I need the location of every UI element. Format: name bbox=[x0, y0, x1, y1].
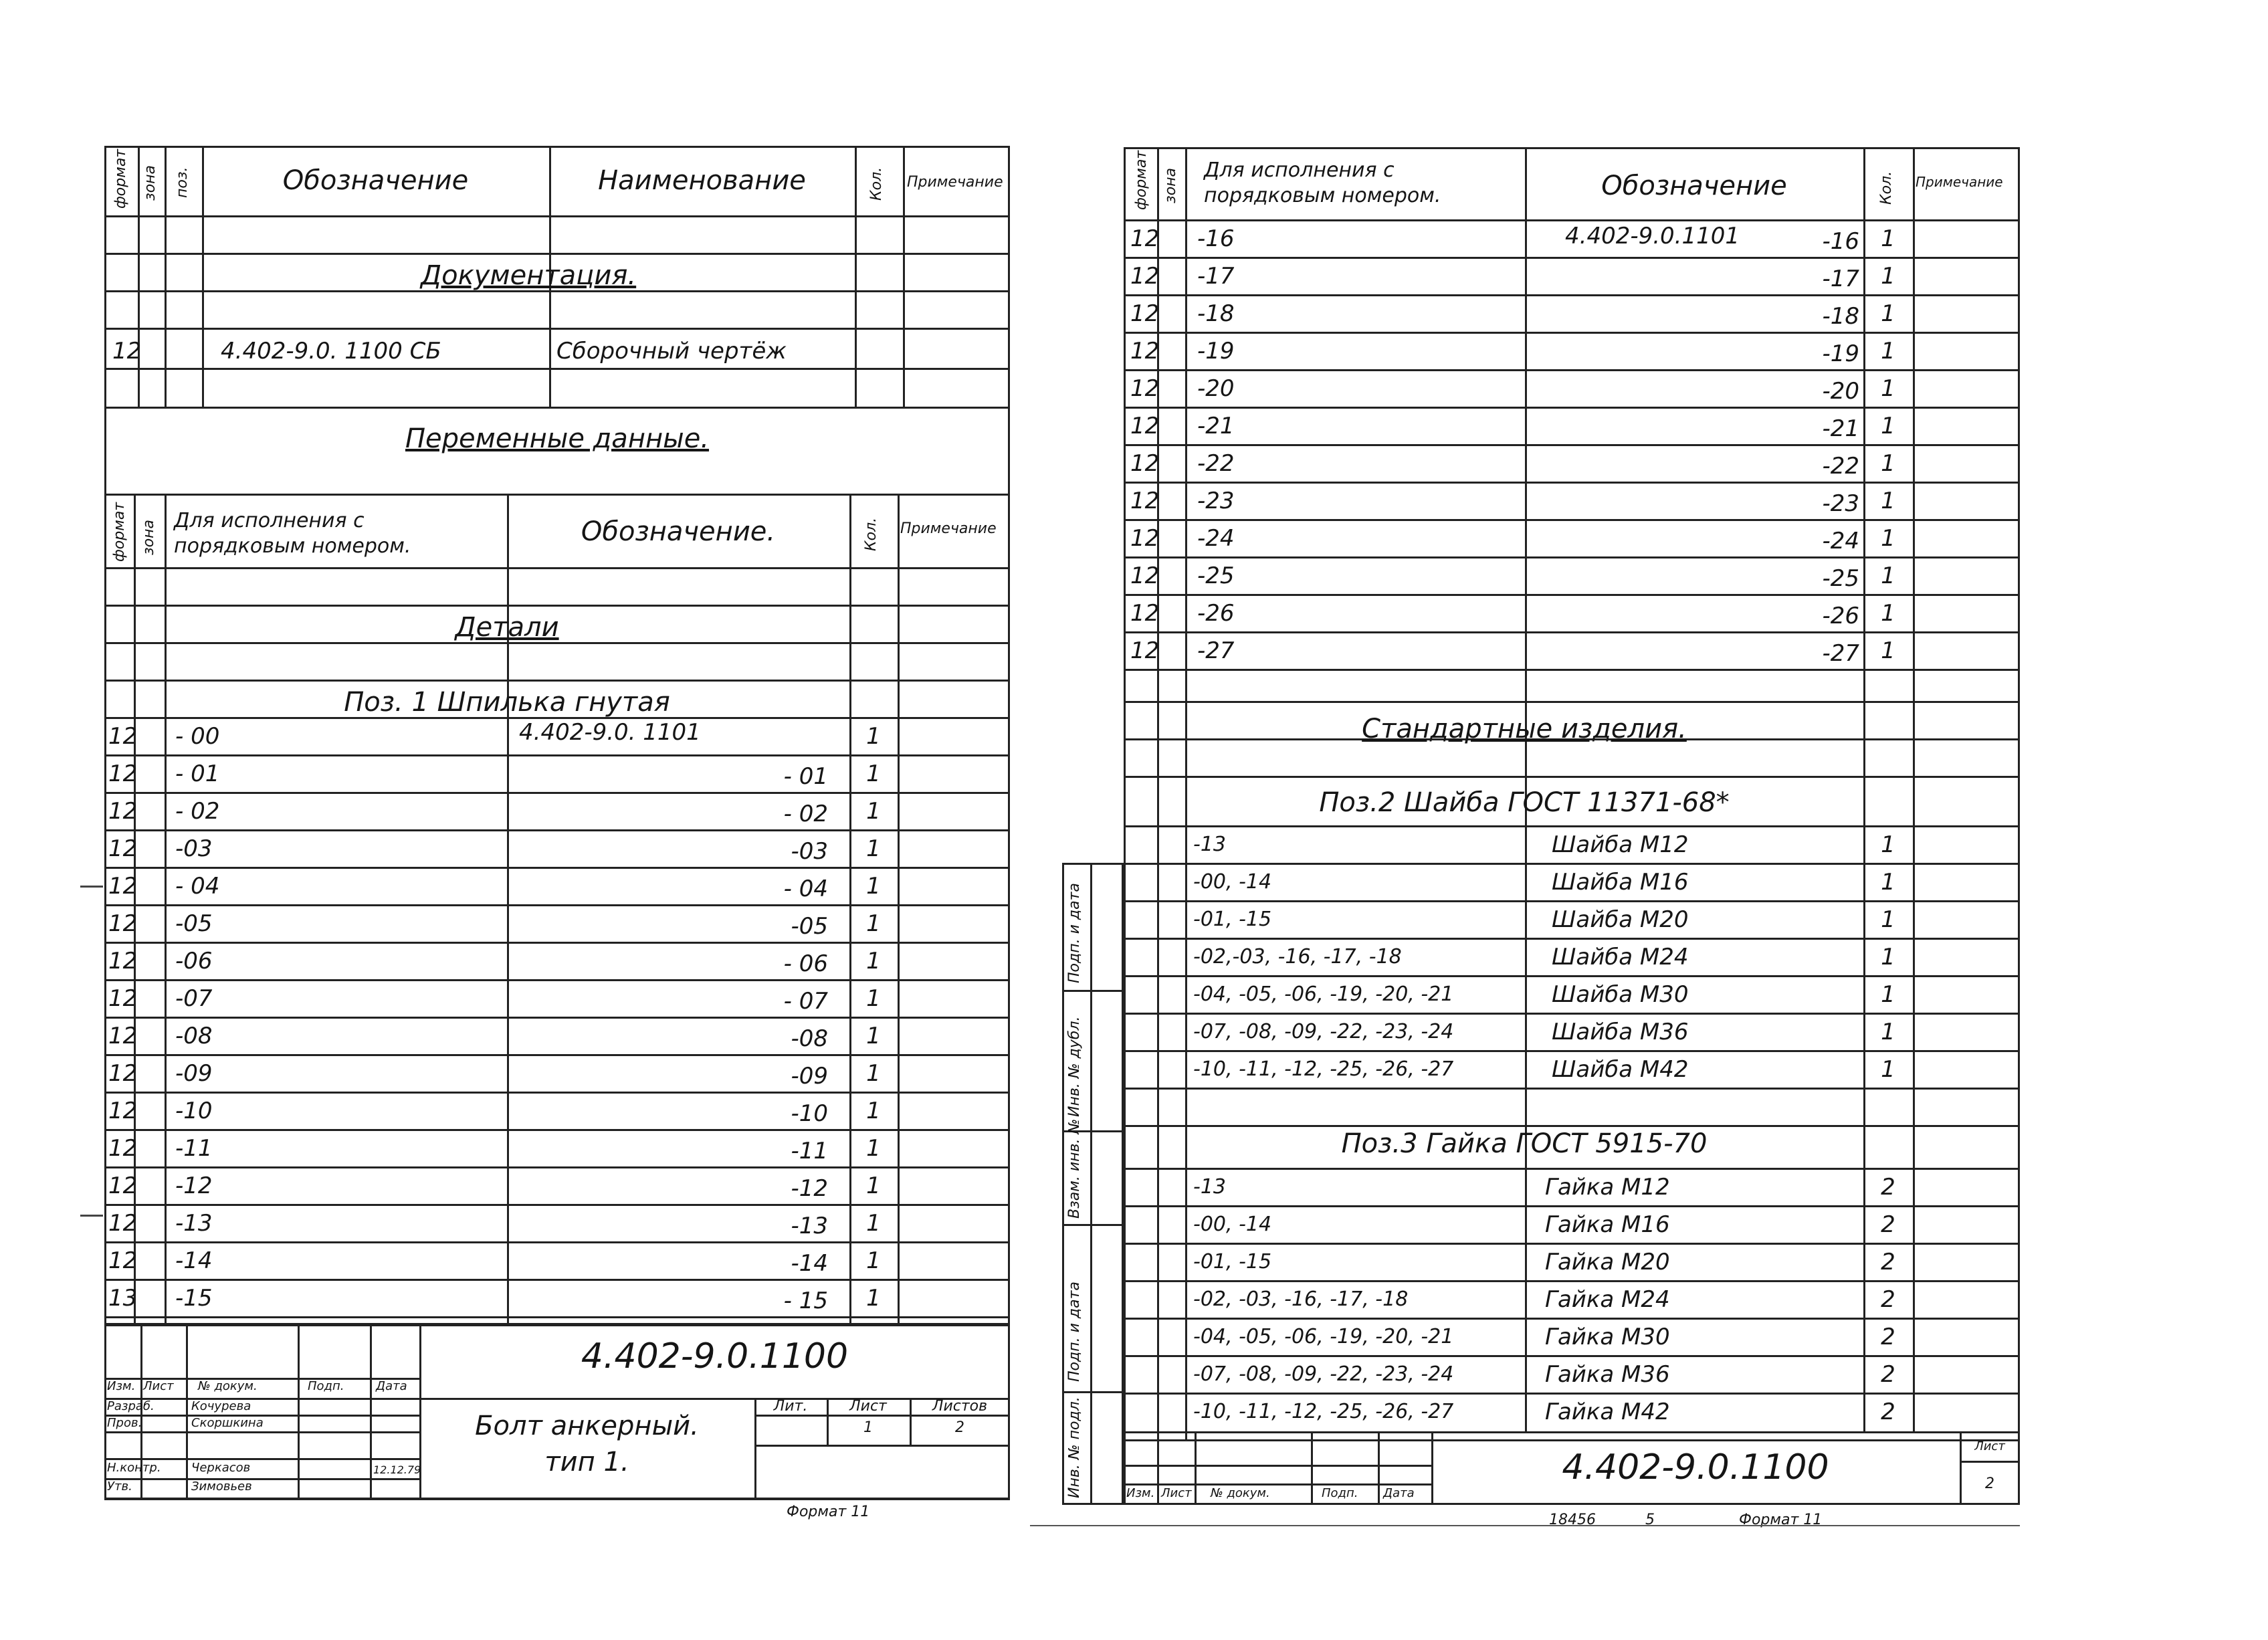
table-row-rule bbox=[1124, 1050, 2020, 1052]
table-row-rule bbox=[1124, 938, 2020, 940]
row-variant: -16 bbox=[1197, 225, 1235, 252]
nut-designation: Гайка М20 bbox=[1545, 1249, 1670, 1275]
tb-prov-name: Скоршкина bbox=[191, 1416, 264, 1430]
tb-product-type: тип 1. bbox=[544, 1447, 629, 1477]
washer-variants: -10, -11, -12, -25, -26, -27 bbox=[1193, 1057, 1454, 1081]
row-designation: -12 bbox=[791, 1175, 828, 1202]
scan-mark bbox=[80, 886, 103, 888]
row-qty: 1 bbox=[866, 1285, 881, 1312]
table-row-rule bbox=[1124, 519, 2020, 521]
washer-qty: 1 bbox=[1881, 1019, 1895, 1045]
row-designation: - 02 bbox=[783, 801, 828, 827]
tb-razrab-name: Кочурева bbox=[191, 1399, 251, 1413]
r-tb-col-list: Лист bbox=[1161, 1486, 1192, 1500]
table-row-rule bbox=[104, 1092, 1010, 1094]
table-row-rule bbox=[104, 904, 1010, 906]
row-format: 13 bbox=[108, 1285, 138, 1312]
row-variant: -17 bbox=[1197, 263, 1235, 290]
col-qty-label: Кол. bbox=[868, 167, 885, 201]
r-tb-col-data: Дата bbox=[1383, 1486, 1415, 1500]
table-row-rule bbox=[1124, 482, 2020, 484]
table-row-rule bbox=[104, 1166, 1010, 1168]
row-qty: 1 bbox=[866, 1023, 881, 1049]
r-col-variant-label: Для исполнения с порядковым номером. bbox=[1204, 159, 1441, 207]
left-doc-number: 4.402-9.0.1100 bbox=[581, 1336, 849, 1376]
row-qty: 1 bbox=[866, 760, 881, 787]
washer-qty: 1 bbox=[1881, 981, 1895, 1008]
r-tb-sheet-label: Лист bbox=[1974, 1439, 2005, 1453]
table-row-rule bbox=[1124, 1355, 2020, 1357]
col2-note-label: Примечание bbox=[900, 520, 997, 537]
row-qty: 1 bbox=[1881, 300, 1895, 327]
row-variant: -26 bbox=[1197, 600, 1235, 627]
row-qty: 1 bbox=[1881, 338, 1895, 365]
row-qty: 1 bbox=[1881, 600, 1895, 627]
row-variant: - 00 bbox=[175, 723, 220, 750]
table-row-rule bbox=[104, 867, 1010, 869]
tb-product-name: Болт анкерный. bbox=[475, 1411, 699, 1441]
washer-variants: -02,-03, -16, -17, -18 bbox=[1193, 945, 1402, 968]
row-variant: -13 bbox=[175, 1210, 213, 1237]
row-format: 12 bbox=[108, 1210, 138, 1237]
row-qty: 1 bbox=[866, 985, 881, 1012]
washer-designation: Шайба М20 bbox=[1552, 906, 1689, 933]
row-qty: 1 bbox=[866, 873, 881, 900]
table-row-rule bbox=[104, 792, 1010, 794]
table-row-rule bbox=[104, 1279, 1010, 1281]
tb-utv-name: Зимовьев bbox=[191, 1479, 252, 1494]
section-variables: Переменные данные. bbox=[405, 423, 710, 454]
nut-variants: -10, -11, -12, -25, -26, -27 bbox=[1193, 1400, 1454, 1423]
row-format: 12 bbox=[108, 723, 138, 750]
row-qty: 1 bbox=[866, 948, 881, 975]
row-format: 12 bbox=[1130, 525, 1160, 552]
col2-variant-label: Для исполнения с порядковым номером. bbox=[174, 509, 411, 558]
col-name-label: Наименование bbox=[598, 165, 806, 196]
washer-qty: 1 bbox=[1881, 906, 1895, 933]
section-documentation: Документация. bbox=[420, 260, 637, 291]
row-qty: 1 bbox=[1881, 263, 1895, 290]
row-variant: -25 bbox=[1197, 562, 1235, 589]
row-variant: -12 bbox=[175, 1172, 213, 1199]
table-row-rule bbox=[1124, 1318, 2020, 1320]
table-row-rule bbox=[1124, 1125, 2020, 1127]
nut-variants: -02, -03, -16, -17, -18 bbox=[1193, 1288, 1409, 1311]
tb-prov-label: Пров. bbox=[107, 1416, 142, 1430]
washer-variants: -04, -05, -06, -19, -20, -21 bbox=[1193, 983, 1454, 1006]
washer-variants: -01, -15 bbox=[1193, 908, 1272, 931]
tb-sheets-label: Листов bbox=[932, 1398, 988, 1415]
row-format: 12 bbox=[1130, 375, 1160, 402]
section-standard: Стандартные изделия. bbox=[1362, 714, 1687, 744]
row-suffix: -25 bbox=[1822, 565, 1859, 592]
row-variant: -03 bbox=[175, 835, 213, 862]
r-tb-sheet-value: 2 bbox=[1985, 1475, 1994, 1492]
tb-sheets-value: 2 bbox=[955, 1419, 964, 1436]
row-format: 12 bbox=[1130, 450, 1160, 477]
table-row-rule bbox=[1124, 1205, 2020, 1207]
nut-qty: 2 bbox=[1881, 1399, 1895, 1425]
row-designation: - 07 bbox=[783, 988, 828, 1015]
row-variant: -27 bbox=[1197, 637, 1235, 664]
row-qty: 1 bbox=[866, 1247, 881, 1274]
table-row-rule bbox=[1124, 631, 2020, 633]
tb-col-data: Дата bbox=[376, 1379, 407, 1393]
row-variant: -06 bbox=[175, 948, 213, 975]
doc-row-designation: 4.402-9.0. 1100 СБ bbox=[221, 338, 441, 365]
row-variant: -08 bbox=[175, 1023, 213, 1049]
row-format: 12 bbox=[1130, 263, 1160, 290]
row-suffix: -20 bbox=[1822, 378, 1859, 405]
row-variant: -10 bbox=[175, 1098, 213, 1124]
row-format: 12 bbox=[1130, 225, 1160, 252]
nut-qty: 2 bbox=[1881, 1324, 1895, 1350]
table-row-rule bbox=[104, 1241, 1010, 1243]
row-variant: -18 bbox=[1197, 300, 1235, 327]
section-details: Детали bbox=[455, 612, 559, 643]
row-designation: - 01 bbox=[783, 763, 828, 790]
row-variant: -24 bbox=[1197, 525, 1235, 552]
row-qty: 1 bbox=[1881, 488, 1895, 514]
right-footer-page: 5 bbox=[1645, 1512, 1655, 1528]
r-col-designation-label: Обозначение bbox=[1601, 171, 1787, 201]
row-qty: 1 bbox=[866, 910, 881, 937]
table-row-rule bbox=[1124, 1013, 2020, 1015]
r-col-qty-label: Кол. bbox=[1878, 171, 1895, 205]
row-format: 12 bbox=[108, 1023, 138, 1049]
scan-mark bbox=[1030, 1525, 2020, 1526]
row-qty: 1 bbox=[866, 1135, 881, 1162]
row-format: 12 bbox=[1130, 562, 1160, 589]
nut-qty: 2 bbox=[1881, 1361, 1895, 1388]
row-suffix: -16 bbox=[1822, 228, 1859, 255]
row-qty: 1 bbox=[866, 1172, 881, 1199]
right-doc-number: 4.402-9.0.1100 bbox=[1562, 1447, 1829, 1488]
table-row-rule bbox=[1124, 701, 2020, 703]
row-format: 12 bbox=[108, 798, 138, 825]
row-suffix: -22 bbox=[1822, 453, 1859, 480]
tb-col-list: Лист bbox=[143, 1379, 174, 1393]
row-format: 12 bbox=[1130, 338, 1160, 365]
col2-format-label: формат bbox=[111, 502, 128, 562]
row-format: 12 bbox=[1130, 488, 1160, 514]
left-footer-format: Формат 11 bbox=[787, 1504, 870, 1520]
row-format: 12 bbox=[1130, 637, 1160, 664]
row-qty: 1 bbox=[1881, 375, 1895, 402]
row-variant: -07 bbox=[175, 985, 213, 1012]
table-row-rule bbox=[104, 942, 1010, 944]
col-designation-label: Обозначение bbox=[282, 165, 469, 196]
row-qty: 1 bbox=[866, 798, 881, 825]
row-designation: -11 bbox=[791, 1138, 828, 1164]
nut-designation: Гайка М24 bbox=[1545, 1286, 1670, 1313]
table-row-rule bbox=[104, 1316, 1010, 1318]
stamp-podp-data-1: Подп. и дата bbox=[1066, 883, 1083, 983]
r-tb-col-podp: Подп. bbox=[1322, 1486, 1358, 1500]
row-qty: 1 bbox=[866, 1098, 881, 1124]
row-format: 12 bbox=[108, 910, 138, 937]
pos1-title: Поз. 1 Шпилька гнутая bbox=[344, 687, 670, 718]
row-format: 12 bbox=[1130, 300, 1160, 327]
row-qty: 1 bbox=[1881, 450, 1895, 477]
table-row-rule bbox=[1124, 900, 2020, 902]
nut-designation: Гайка М16 bbox=[1545, 1211, 1670, 1238]
row-format: 12 bbox=[108, 1135, 138, 1162]
pos3-title: Поз.3 Гайка ГОСТ 5915-70 bbox=[1341, 1128, 1708, 1159]
r-col-zone-label: зона bbox=[1162, 167, 1179, 203]
row-suffix: -24 bbox=[1822, 528, 1859, 554]
row-designation: -03 bbox=[791, 838, 828, 865]
table-row-rule bbox=[1124, 1393, 2020, 1395]
row-format: 12 bbox=[108, 873, 138, 900]
table-row-rule bbox=[1124, 294, 2020, 296]
table-row-rule bbox=[104, 1017, 1010, 1019]
row-variant: -11 bbox=[175, 1135, 213, 1162]
row-variant: -22 bbox=[1197, 450, 1235, 477]
washer-variants: -07, -08, -09, -22, -23, -24 bbox=[1193, 1020, 1454, 1043]
table-row-rule bbox=[1124, 1088, 2020, 1090]
nut-qty: 2 bbox=[1881, 1211, 1895, 1238]
washer-designation: Шайба М42 bbox=[1552, 1056, 1689, 1083]
row-qty: 1 bbox=[866, 835, 881, 862]
row-format: 12 bbox=[108, 1247, 138, 1274]
nut-variants: -00, -14 bbox=[1193, 1213, 1272, 1236]
nut-designation: Гайка М36 bbox=[1545, 1361, 1670, 1388]
row-designation: -09 bbox=[791, 1063, 828, 1090]
row-designation: - 04 bbox=[783, 876, 828, 902]
row-qty: 1 bbox=[1881, 525, 1895, 552]
stamp-inv-podl: Инв. № подл. bbox=[1066, 1397, 1083, 1498]
washer-qty: 1 bbox=[1881, 944, 1895, 970]
row-qty: 1 bbox=[866, 723, 881, 750]
nut-variants: -04, -05, -06, -19, -20, -21 bbox=[1193, 1325, 1454, 1348]
doc-row-name: Сборочный чертёж bbox=[556, 338, 787, 365]
right-footer-format: Формат 11 bbox=[1739, 1512, 1823, 1528]
row-variant: -23 bbox=[1197, 488, 1235, 514]
table-row-rule bbox=[1124, 975, 2020, 977]
washer-designation: Шайба М36 bbox=[1552, 1019, 1689, 1045]
row-format: 12 bbox=[108, 835, 138, 862]
table-row-rule bbox=[104, 979, 1010, 981]
row-designation: - 15 bbox=[783, 1288, 828, 1314]
tb-sheet-value: 1 bbox=[863, 1419, 873, 1436]
washer-variants: -00, -14 bbox=[1193, 870, 1272, 894]
row-suffix: -17 bbox=[1822, 266, 1859, 292]
doc-row-format: 12 bbox=[112, 338, 142, 365]
table-row-rule bbox=[1124, 257, 2020, 259]
row-qty: 1 bbox=[866, 1060, 881, 1087]
row-designation: -14 bbox=[791, 1250, 828, 1277]
washer-designation: Шайба М16 bbox=[1552, 869, 1689, 896]
tb-col-ndoc: № докум. bbox=[198, 1379, 257, 1393]
row-designation: -13 bbox=[791, 1213, 828, 1239]
row-variant: -15 bbox=[175, 1285, 213, 1312]
row-variant: -05 bbox=[175, 910, 213, 937]
washer-qty: 1 bbox=[1881, 1056, 1895, 1083]
row-format: 12 bbox=[1130, 413, 1160, 439]
row-designation: 4.402-9.0. 1101 bbox=[519, 719, 701, 746]
row-variant: - 01 bbox=[175, 760, 220, 787]
row-suffix: -19 bbox=[1822, 340, 1859, 367]
stamp-inv-dubl: Инв. № дубл. bbox=[1066, 1016, 1083, 1117]
row-format: 12 bbox=[108, 985, 138, 1012]
tb-razrab-label: Разраб. bbox=[107, 1399, 154, 1413]
r-tb-col-ndoc: № докум. bbox=[1211, 1486, 1270, 1500]
row-designation: -08 bbox=[791, 1025, 828, 1052]
row-designation: -05 bbox=[791, 913, 828, 940]
table-row-rule bbox=[1124, 594, 2020, 596]
row-qty: 1 bbox=[1881, 637, 1895, 664]
row-format: 12 bbox=[1130, 600, 1160, 627]
r-col-format-label: формат bbox=[1133, 150, 1150, 210]
washer-designation: Шайба М30 bbox=[1552, 981, 1689, 1008]
row-suffix: -18 bbox=[1822, 303, 1859, 330]
right-footer-code: 18456 bbox=[1549, 1512, 1596, 1528]
nut-variants: -13 bbox=[1193, 1175, 1226, 1199]
row-format: 12 bbox=[108, 1098, 138, 1124]
table-row-rule bbox=[1124, 1280, 2020, 1282]
row-format: 12 bbox=[108, 1060, 138, 1087]
table-row-rule bbox=[1124, 369, 2020, 371]
table-row-rule bbox=[1124, 825, 2020, 827]
scan-mark bbox=[80, 1215, 103, 1217]
row-qty: 1 bbox=[1881, 225, 1895, 252]
row-variant: - 02 bbox=[175, 798, 220, 825]
row-suffix: -21 bbox=[1822, 415, 1859, 442]
washer-qty: 1 bbox=[1881, 869, 1895, 896]
table-row-rule bbox=[104, 1204, 1010, 1206]
col-format-label: формат bbox=[112, 148, 129, 209]
nut-designation: Гайка М42 bbox=[1545, 1399, 1670, 1425]
col-zone-label: зона bbox=[142, 165, 159, 201]
stamp-podp-data-2: Подп. и дата bbox=[1066, 1282, 1083, 1382]
col-note-label: Примечание bbox=[907, 174, 1003, 191]
table-row-rule bbox=[104, 829, 1010, 831]
tb-utv-label: Утв. bbox=[107, 1479, 132, 1494]
stamp-vzam-inv: Взам. инв. № bbox=[1066, 1118, 1083, 1219]
nut-variants: -07, -08, -09, -22, -23, -24 bbox=[1193, 1362, 1454, 1386]
row-suffix: -27 bbox=[1822, 640, 1859, 667]
washer-variants: -13 bbox=[1193, 833, 1226, 856]
nut-qty: 2 bbox=[1881, 1174, 1895, 1201]
row-variant: - 04 bbox=[175, 873, 220, 900]
row-designation: 4.402-9.0.1101 bbox=[1565, 223, 1740, 249]
tb-sheet-label: Лист bbox=[849, 1398, 887, 1415]
row-format: 12 bbox=[108, 948, 138, 975]
table-row-rule bbox=[1124, 1243, 2020, 1245]
r-col-note-label: Примечание bbox=[1916, 174, 2003, 190]
table-row-rule bbox=[1124, 1168, 2020, 1170]
table-row-rule bbox=[104, 1129, 1010, 1131]
table-row-rule bbox=[104, 1054, 1010, 1056]
washer-designation: Шайба М24 bbox=[1552, 944, 1689, 970]
row-variant: -20 bbox=[1197, 375, 1235, 402]
table-row-rule bbox=[1124, 332, 2020, 334]
row-qty: 1 bbox=[866, 1210, 881, 1237]
row-qty: 1 bbox=[1881, 562, 1895, 589]
tb-nkontr-date: 12.12.79 bbox=[373, 1463, 421, 1476]
pos2-title: Поз.2 Шайба ГОСТ 11371-68* bbox=[1319, 787, 1730, 818]
row-variant: -14 bbox=[175, 1247, 213, 1274]
row-variant: -19 bbox=[1197, 338, 1235, 365]
row-format: 12 bbox=[108, 1172, 138, 1199]
col2-zone-label: зона bbox=[140, 519, 157, 555]
washer-qty: 1 bbox=[1881, 831, 1895, 858]
tb-nkontr-label: Н.контр. bbox=[107, 1461, 161, 1475]
row-variant: -21 bbox=[1197, 413, 1235, 439]
row-suffix: -26 bbox=[1822, 603, 1859, 629]
row-format: 12 bbox=[108, 760, 138, 787]
nut-designation: Гайка М30 bbox=[1545, 1324, 1670, 1350]
table-row-rule bbox=[1124, 863, 2020, 865]
tb-col-podp: Подп. bbox=[308, 1379, 344, 1393]
table-row-rule bbox=[1124, 556, 2020, 558]
table-row-rule bbox=[104, 754, 1010, 756]
table-row-rule bbox=[1124, 444, 2020, 446]
tb-col-izm: Изм. bbox=[107, 1379, 136, 1393]
r-tb-col-izm: Изм. bbox=[1126, 1486, 1155, 1500]
tb-lit-label: Лит. bbox=[773, 1398, 808, 1415]
row-designation: - 06 bbox=[783, 950, 828, 977]
table-row-rule bbox=[1124, 776, 2020, 778]
tb-nkontr-name: Черкасов bbox=[191, 1461, 251, 1475]
nut-variants: -01, -15 bbox=[1193, 1250, 1272, 1273]
col2-qty-label: Кол. bbox=[863, 517, 880, 551]
washer-designation: Шайба М12 bbox=[1552, 831, 1689, 858]
row-qty: 1 bbox=[1881, 413, 1895, 439]
row-suffix: -23 bbox=[1822, 490, 1859, 517]
col-pos-label: поз. bbox=[174, 167, 191, 198]
row-designation: -10 bbox=[791, 1100, 828, 1127]
nut-qty: 2 bbox=[1881, 1286, 1895, 1313]
row-variant: -09 bbox=[175, 1060, 213, 1087]
table-row-rule bbox=[1124, 407, 2020, 409]
col2-designation-label: Обозначение. bbox=[581, 516, 776, 547]
nut-qty: 2 bbox=[1881, 1249, 1895, 1275]
nut-designation: Гайка М12 bbox=[1545, 1174, 1670, 1201]
table-row-rule bbox=[1124, 669, 2020, 671]
